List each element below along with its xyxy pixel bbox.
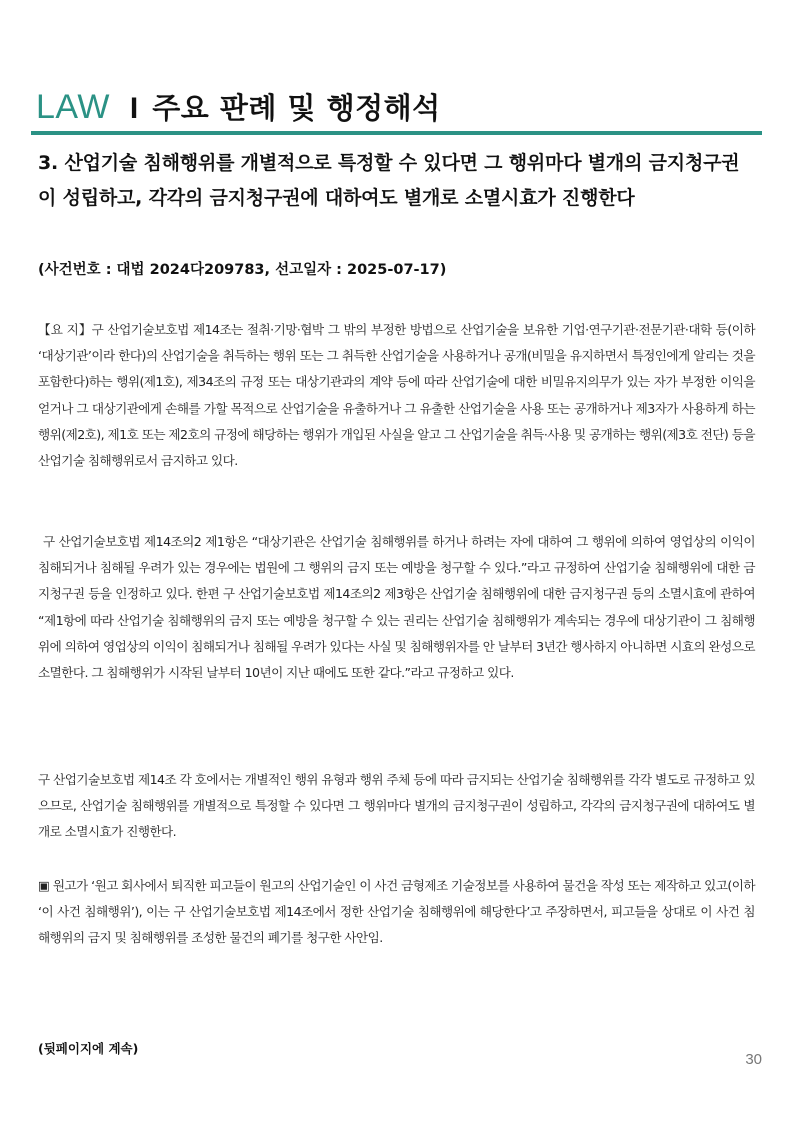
article-title: 3. 산업기술 침해행위를 개별적으로 특정할 수 있다면 그 행위마다 별개의 금지청구권이 성립하고, 각각의 금지청구권에 대하여도 별개로 소멸시효가 진행한다: [38, 152, 740, 209]
summary-paragraph: 【요 지】구 산업기술보호법 제14조는 절취·기망·협박 그 밖의 부정한 방법으로 산업기술을 보유한 기업·연구기관·전문기관·대학 등(이하 ‘대상기관’이라 한다)의 산업기술을 취득하는 행위 또는 그 취득한 산업기술을 사용하거나 공개(비밀을 유지하면서 특정인에게 알리는 것을 포함한다)하는 행위(제1호), 제34조의 규정 또는 대상기관과의 계약 등에 따라 산업기술에 대한 비밀유지의무가 있는 자가 부정한 이익을 얻거나 그 대상기관에게 손해를 가할 목적으로 산업기술을 유출하거나 그 유출한 산업기술을 사용 또는 공개하거나 제3자가 사용하게 하는 행위(제2호), 제1호 또는 제2호의 규정에 해당하는 행위가 개입된 사실을 알고 그 산업기술을 취득·사용 및 공개하는 행위(제3호 전단) 등을 산업기술 침해행위로서 금지하고 있다.: [38, 322, 755, 469]
continued-note: (뒷페이지에 계속): [38, 1041, 139, 1056]
body-paragraph: 구 산업기술보호법 제14조의2 제1항은 “대상기관은 산업기술 침해행위를 하거나 하려는 자에 대하여 그 행위에 의하여 영업상의 이익이 침해되거나 침해될 우려가 있는 경우에는 법원에 그 행위의 금지 또는 예방을 청구할 수 있다.”라고 규정하여 산업기술 침해행위에 대한 금지청구권 등을 인정하고 있다. 한편 구 산업기술보호법 제14조의2 제3항은 산업기술 침해행위에 대한 금지청구권 등의 소멸시효에 관하여 “제1항에 따라 산업기술 침해행위의 금지 또는 예방을 청구할 수 있는 권리는 산업기술 침해행위가 계속되는 경우에 대상기관이 그 침해행위에 의하여 영업상의 이익이 침해되거나 침해될 우려가 있다는 사실 및 침해행위자를 안 날부터 3년간 행사하지 아니하면 시효의 완성으로 소멸한다. 그 침해행위가 시작된 날부터 10년이 지난 때에도 또한 같다.”라고 규정하고 있다.: [38, 534, 755, 681]
page-number: 30: [745, 1051, 762, 1068]
case-info: (사건번호 : 대법 2024다209783, 선고일자 : 2025-07-17): [38, 262, 447, 278]
law-label: LAW: [36, 88, 110, 126]
section-title: 주요 판례 및 행정해석: [152, 91, 441, 125]
header-rule: [31, 131, 762, 135]
case-facts-paragraph: ▣ 원고가 ‘원고 회사에서 퇴직한 피고들이 원고의 산업기술인 이 사건 금형제조 기술정보를 사용하여 물건을 작성 또는 제작하고 있고(이하 ‘이 사건 침해행위’), 이는 구 산업기술보호법 제14조에서 정한 산업기술 침해행위에 해당한다’고 주장하면서, 피고들을 상대로 이 사건 침해행위의 금지 및 침해행위를 조성한 물건의 폐기를 청구한 사안임.: [38, 878, 755, 946]
page-header: [36, 86, 441, 132]
body-paragraph: 구 산업기술보호법 제14조 각 호에서는 개별적인 행위 유형과 행위 주체 등에 따라 금지되는 산업기술 침해행위를 각각 별도로 규정하고 있으므로, 산업기술 침해행위를 개별적으로 특정할 수 있다면 그 행위마다 별개의 금지청구권이 성립하고, 각각의 금지청구권에 대하여도 별개로 소멸시효가 진행한다.: [38, 772, 755, 840]
header-separator: I: [129, 92, 139, 125]
